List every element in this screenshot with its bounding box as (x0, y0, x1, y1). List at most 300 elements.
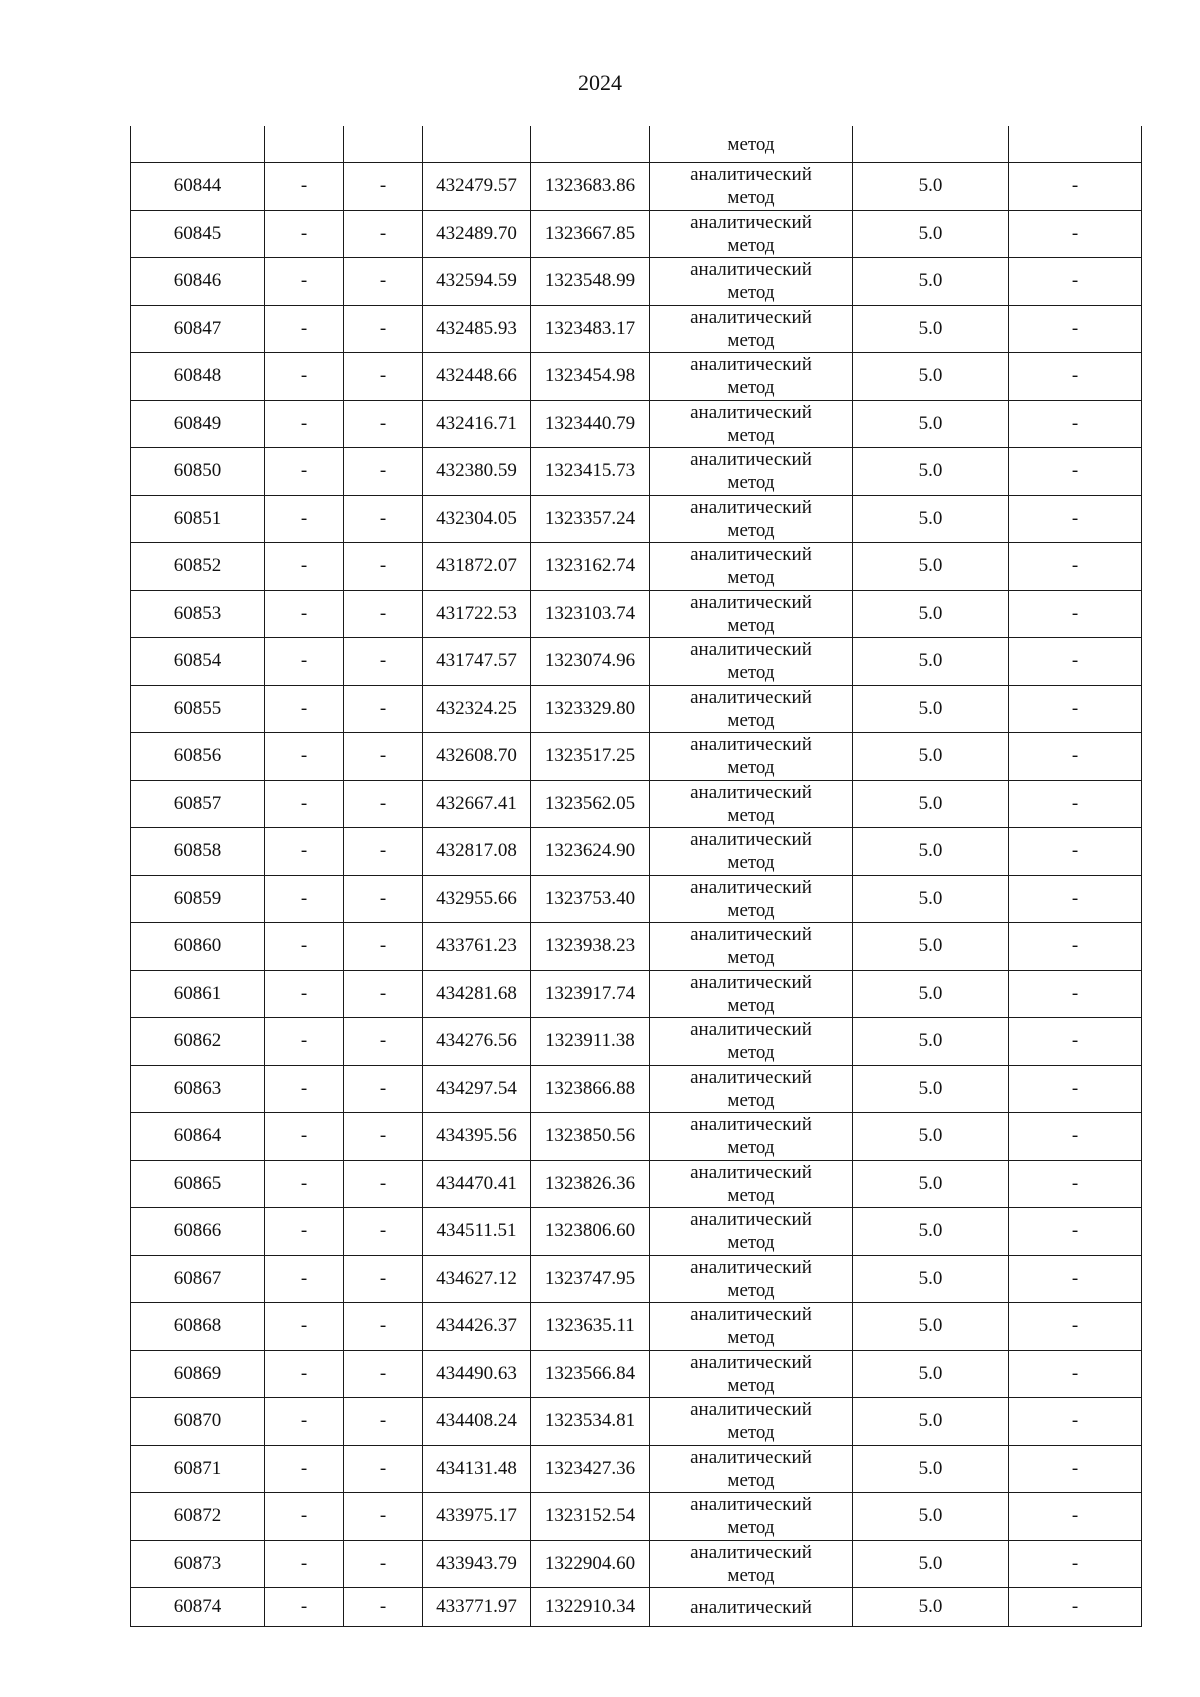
cell-y: 1323667.85 (531, 210, 650, 258)
cell-col8: - (1009, 1588, 1142, 1627)
cell-point-id: 60872 (131, 1493, 265, 1541)
cell-col2: - (265, 305, 344, 353)
cell-point-id: 60870 (131, 1398, 265, 1446)
cell-point-id: 60856 (131, 733, 265, 781)
cell-accuracy: 5.0 (853, 1303, 1009, 1351)
cell-col2: - (265, 1208, 344, 1256)
cell-y: 1323427.36 (531, 1445, 650, 1493)
method-line: метод (727, 1089, 775, 1111)
method-line: метод (727, 1232, 775, 1254)
cell-col8: - (1009, 1018, 1142, 1066)
cell-point-id: 60865 (131, 1160, 265, 1208)
table-row (131, 923, 1142, 971)
cell-method (650, 1208, 853, 1256)
cell-col8: - (1009, 543, 1142, 591)
cell-x: 434297.54 (423, 1065, 531, 1113)
cell-accuracy: 5.0 (853, 638, 1009, 686)
table-row (131, 1398, 1142, 1446)
cell-col8: - (1009, 400, 1142, 448)
table-row (131, 448, 1142, 496)
cell-accuracy: 5.0 (853, 875, 1009, 923)
cell-x: 432608.70 (423, 733, 531, 781)
cell-point-id: 60847 (131, 305, 265, 353)
cell-col3: - (344, 495, 423, 543)
cell-point-id: 60853 (131, 590, 265, 638)
cell-point-id: 60846 (131, 258, 265, 306)
cell-accuracy: 5.0 (853, 1398, 1009, 1446)
cell-col8: - (1009, 1113, 1142, 1161)
cell-accuracy: 5.0 (853, 543, 1009, 591)
table-row (131, 543, 1142, 591)
method-line: аналитический (690, 1399, 812, 1421)
cell-col3: - (344, 448, 423, 496)
cell-y: 1322904.60 (531, 1540, 650, 1588)
cell-accuracy: 5.0 (853, 1493, 1009, 1541)
cell-col2: - (265, 1445, 344, 1493)
cell-col2: - (265, 1493, 344, 1541)
cell-col8: - (1009, 448, 1142, 496)
cell-accuracy: 5.0 (853, 400, 1009, 448)
cell-point-id: 60859 (131, 875, 265, 923)
cell-method (650, 1303, 853, 1351)
method-line: аналитический (690, 496, 812, 518)
cell-method (650, 1113, 853, 1161)
cell-col3: - (344, 638, 423, 686)
cell-col2: - (265, 638, 344, 686)
cell-col8: - (1009, 828, 1142, 876)
table-row (131, 638, 1142, 686)
method-line: аналитический (690, 449, 812, 471)
cell-x: 433771.97 (423, 1588, 531, 1627)
cell-method (650, 733, 853, 781)
cell-method (650, 400, 853, 448)
cell-method (650, 1350, 853, 1398)
method-line: метод (727, 472, 775, 494)
method-line: аналитический (690, 1019, 812, 1041)
cell-x: 432667.41 (423, 780, 531, 828)
cell-y: 1323938.23 (531, 923, 650, 971)
cell-x: 432380.59 (423, 448, 531, 496)
cell-point-id: 60860 (131, 923, 265, 971)
cell-y: 1323454.98 (531, 353, 650, 401)
cell-col3: - (344, 828, 423, 876)
cell-y: 1323562.05 (531, 780, 650, 828)
cell-y: 1323548.99 (531, 258, 650, 306)
cell-x: 433761.23 (423, 923, 531, 971)
method-line: метод (727, 1279, 775, 1301)
cell-col2: - (265, 1303, 344, 1351)
method-line: метод (727, 329, 775, 351)
table-row (131, 1160, 1142, 1208)
cell-x: 432489.70 (423, 210, 531, 258)
cell-point-id: 60852 (131, 543, 265, 591)
method-line: аналитический (690, 876, 812, 898)
cell-col2: - (265, 210, 344, 258)
cell-col3: - (344, 258, 423, 306)
cell-accuracy: 5.0 (853, 1018, 1009, 1066)
cell-point-id: 60849 (131, 400, 265, 448)
cell-method (650, 1445, 853, 1493)
cell-y: 1323534.81 (531, 1398, 650, 1446)
method-line: аналитический (690, 924, 812, 946)
cell-y: 1323850.56 (531, 1113, 650, 1161)
method-line: метод (727, 852, 775, 874)
cell-point-id: 60861 (131, 970, 265, 1018)
method-line: аналитический (690, 1351, 812, 1373)
cell-col8: - (1009, 305, 1142, 353)
table-row (131, 400, 1142, 448)
cell-col3: - (344, 1540, 423, 1588)
page-number: 2024 (578, 70, 622, 95)
cell-x: 432448.66 (423, 353, 531, 401)
cell-x: 432479.57 (423, 163, 531, 211)
cell-col8: - (1009, 780, 1142, 828)
cell-col2: - (265, 1398, 344, 1446)
cell-y: 1323917.74 (531, 970, 650, 1018)
cell-col3: - (344, 1493, 423, 1541)
cell-point-id: 60869 (131, 1350, 265, 1398)
cell-col2: - (265, 828, 344, 876)
cell-accuracy: 5.0 (853, 353, 1009, 401)
cell-col2: - (265, 1588, 344, 1627)
cell-method (650, 828, 853, 876)
cell-x: 434408.24 (423, 1398, 531, 1446)
table-row (131, 1445, 1142, 1493)
method-line: метод (727, 424, 775, 446)
cell-method (650, 163, 853, 211)
cell-col8: - (1009, 638, 1142, 686)
cell-y: 1323415.73 (531, 448, 650, 496)
cell-col3: - (344, 543, 423, 591)
cell-col8: - (1009, 1065, 1142, 1113)
cell-x: 432324.25 (423, 685, 531, 733)
cell-col3: - (344, 210, 423, 258)
cell-method (650, 305, 853, 353)
cell-col3: - (344, 1255, 423, 1303)
cell-col8: - (1009, 1540, 1142, 1588)
cell-col3: - (344, 353, 423, 401)
cell-accuracy: 5.0 (853, 1208, 1009, 1256)
table-row (131, 685, 1142, 733)
table-row (131, 970, 1142, 1018)
cell-col2: - (265, 685, 344, 733)
method-line: метод (727, 1327, 775, 1349)
method-line: метод (727, 709, 775, 731)
method-line: аналитический (690, 1161, 812, 1183)
method-line: метод (727, 662, 775, 684)
table-row (131, 780, 1142, 828)
cell-y: 1323753.40 (531, 875, 650, 923)
cell-y: 1323440.79 (531, 400, 650, 448)
table-row (131, 733, 1142, 781)
cell-col2 (265, 126, 344, 163)
cell-point-id: 60850 (131, 448, 265, 496)
method-line: аналитический (690, 686, 812, 708)
cell-accuracy: 5.0 (853, 780, 1009, 828)
cell-accuracy: 5.0 (853, 828, 1009, 876)
method-line: метод (727, 1042, 775, 1064)
cell-col2: - (265, 1160, 344, 1208)
cell-col2: - (265, 970, 344, 1018)
method-line: метод (727, 1517, 775, 1539)
method-line: аналитический (690, 1114, 812, 1136)
table-row (131, 1065, 1142, 1113)
method-line: аналитический (690, 306, 812, 328)
table-row (131, 1540, 1142, 1588)
cell-y: 1323635.11 (531, 1303, 650, 1351)
cell-accuracy: 5.0 (853, 1065, 1009, 1113)
cell-y: 1323517.25 (531, 733, 650, 781)
table-row (131, 305, 1142, 353)
cell-col3: - (344, 780, 423, 828)
method-line: аналитический (690, 829, 812, 851)
cell-method (650, 1493, 853, 1541)
table-row (131, 590, 1142, 638)
cell-y: 1323329.80 (531, 685, 650, 733)
method-line: аналитический (690, 591, 812, 613)
cell-col3: - (344, 1208, 423, 1256)
cell-x: 432955.66 (423, 875, 531, 923)
cell-point-id: 60862 (131, 1018, 265, 1066)
cell-y: 1323826.36 (531, 1160, 650, 1208)
table-row (131, 495, 1142, 543)
method-line: аналитический (690, 1066, 812, 1088)
table-row (131, 1303, 1142, 1351)
cell-col3: - (344, 163, 423, 211)
cell-point-id: 60848 (131, 353, 265, 401)
cell-y: 1323747.95 (531, 1255, 650, 1303)
method-line: аналитический (690, 1541, 812, 1563)
cell-accuracy: 5.0 (853, 163, 1009, 211)
cell-col8: - (1009, 970, 1142, 1018)
table-row (131, 1255, 1142, 1303)
method-line: метод (727, 899, 775, 921)
cell-x: 434276.56 (423, 1018, 531, 1066)
method-line: аналитический (690, 354, 812, 376)
cell-col2: - (265, 1113, 344, 1161)
method-line: аналитический (690, 734, 812, 756)
cell-col2: - (265, 780, 344, 828)
cell-point-id: 60863 (131, 1065, 265, 1113)
method-line: метод (727, 804, 775, 826)
cell-point-id: 60844 (131, 163, 265, 211)
table-row (131, 1113, 1142, 1161)
cell-x: 431872.07 (423, 543, 531, 591)
cell-x: 434470.41 (423, 1160, 531, 1208)
cell-method (650, 590, 853, 638)
cell-accuracy: 5.0 (853, 1160, 1009, 1208)
cell-col3: - (344, 1398, 423, 1446)
cell-col2: - (265, 495, 344, 543)
method-line: метод (727, 994, 775, 1016)
method-line: метод (727, 1564, 775, 1586)
method-line: аналитический (690, 544, 812, 566)
cell-col2: - (265, 590, 344, 638)
table-row (131, 1588, 1142, 1627)
cell-col3: - (344, 1588, 423, 1627)
cell-col3: - (344, 1160, 423, 1208)
cell-method (650, 1588, 853, 1627)
method-line: метод (727, 947, 775, 969)
cell-col8: - (1009, 685, 1142, 733)
cell-accuracy: 5.0 (853, 970, 1009, 1018)
cell-accuracy: 5.0 (853, 1113, 1009, 1161)
cell-col8: - (1009, 163, 1142, 211)
cell-point-id: 60864 (131, 1113, 265, 1161)
cell-col8: - (1009, 875, 1142, 923)
method-line: метод (727, 1184, 775, 1206)
method-line: метод (727, 1422, 775, 1444)
cell-accuracy: 5.0 (853, 305, 1009, 353)
cell-col8: - (1009, 1255, 1142, 1303)
method-line: аналитический (690, 401, 812, 423)
cell-accuracy: 5.0 (853, 1255, 1009, 1303)
cell-point-id: 60871 (131, 1445, 265, 1493)
cell-x: 434627.12 (423, 1255, 531, 1303)
method-line: аналитический (690, 639, 812, 661)
cell-y: 1323103.74 (531, 590, 650, 638)
cell-point-id: 60874 (131, 1588, 265, 1627)
cell-accuracy: 5.0 (853, 733, 1009, 781)
cell-col2: - (265, 163, 344, 211)
cell-col3: - (344, 1350, 423, 1398)
cell-col3 (344, 126, 423, 163)
method-line: аналитический (690, 1256, 812, 1278)
cell-y: 1323806.60 (531, 1208, 650, 1256)
cell-method (650, 210, 853, 258)
cell-col2: - (265, 353, 344, 401)
table-row (131, 258, 1142, 306)
cell-x: 434281.68 (423, 970, 531, 1018)
cell-accuracy: 5.0 (853, 685, 1009, 733)
cell-x: 432817.08 (423, 828, 531, 876)
cell-accuracy: 5.0 (853, 1588, 1009, 1627)
cell-x: 434395.56 (423, 1113, 531, 1161)
cell-col8: - (1009, 733, 1142, 781)
cell-col2: - (265, 543, 344, 591)
cell-method (650, 353, 853, 401)
cell-y: 1323074.96 (531, 638, 650, 686)
cell-method (650, 126, 853, 163)
method-line: метод (727, 519, 775, 541)
cell-col8: - (1009, 495, 1142, 543)
cell-col3: - (344, 1065, 423, 1113)
cell-col2: - (265, 1018, 344, 1066)
cell-x: 431747.57 (423, 638, 531, 686)
cell-point-id: 60868 (131, 1303, 265, 1351)
cell-col8: - (1009, 210, 1142, 258)
cell-y: 1323566.84 (531, 1350, 650, 1398)
method-line: аналитический (690, 1209, 812, 1231)
method-line: метод (727, 614, 775, 636)
cell-point-id (131, 126, 265, 163)
cell-col3: - (344, 685, 423, 733)
cell-accuracy: 5.0 (853, 923, 1009, 971)
cell-col8 (1009, 126, 1142, 163)
cell-point-id: 60854 (131, 638, 265, 686)
cell-col3: - (344, 733, 423, 781)
cell-col2: - (265, 1350, 344, 1398)
cell-point-id: 60867 (131, 1255, 265, 1303)
cell-col2: - (265, 923, 344, 971)
cell-method (650, 543, 853, 591)
cell-col8: - (1009, 1493, 1142, 1541)
cell-x: 431722.53 (423, 590, 531, 638)
cell-col3: - (344, 923, 423, 971)
cell-y: 1322910.34 (531, 1588, 650, 1627)
cell-col3: - (344, 1303, 423, 1351)
cell-method (650, 685, 853, 733)
cell-col3: - (344, 305, 423, 353)
cell-point-id: 60857 (131, 780, 265, 828)
method-line: аналитический (690, 1494, 812, 1516)
method-line: аналитический (690, 1596, 812, 1618)
cell-method (650, 1398, 853, 1446)
cell-col3: - (344, 1113, 423, 1161)
cell-y: 1323162.74 (531, 543, 650, 591)
cell-accuracy: 5.0 (853, 495, 1009, 543)
cell-x: 432485.93 (423, 305, 531, 353)
cell-method (650, 258, 853, 306)
table-row (131, 353, 1142, 401)
cell-col2: - (265, 1065, 344, 1113)
table-row (131, 1018, 1142, 1066)
cell-col2: - (265, 875, 344, 923)
cell-col3: - (344, 970, 423, 1018)
method-line: метод (727, 282, 775, 304)
cell-col8: - (1009, 923, 1142, 971)
coordinates-table (130, 126, 1142, 1627)
cell-y: 1323357.24 (531, 495, 650, 543)
method-line: метод (727, 133, 775, 155)
cell-x: 434490.63 (423, 1350, 531, 1398)
cell-col8: - (1009, 590, 1142, 638)
cell-accuracy: 5.0 (853, 1350, 1009, 1398)
method-line: аналитический (690, 781, 812, 803)
cell-point-id: 60855 (131, 685, 265, 733)
cell-y: 1323483.17 (531, 305, 650, 353)
cell-method (650, 1065, 853, 1113)
cell-x: 432594.59 (423, 258, 531, 306)
cell-accuracy: 5.0 (853, 448, 1009, 496)
cell-method (650, 638, 853, 686)
table-row (131, 828, 1142, 876)
table-body (131, 126, 1142, 1627)
cell-accuracy: 5.0 (853, 1445, 1009, 1493)
cell-x: 434131.48 (423, 1445, 531, 1493)
cell-col3: - (344, 590, 423, 638)
cell-col8: - (1009, 1445, 1142, 1493)
method-line: метод (727, 1469, 775, 1491)
cell-y: 1323624.90 (531, 828, 650, 876)
cell-method (650, 448, 853, 496)
method-line: аналитический (690, 164, 812, 186)
cell-col3: - (344, 400, 423, 448)
cell-x (423, 126, 531, 163)
method-line: аналитический (690, 1446, 812, 1468)
method-line: аналитический (690, 971, 812, 993)
cell-point-id: 60873 (131, 1540, 265, 1588)
method-line: аналитический (690, 259, 812, 281)
table-row (131, 1208, 1142, 1256)
cell-col8: - (1009, 1208, 1142, 1256)
table-row (131, 1350, 1142, 1398)
cell-col2: - (265, 258, 344, 306)
cell-method (650, 1018, 853, 1066)
cell-col8: - (1009, 1350, 1142, 1398)
cell-method (650, 780, 853, 828)
cell-col3: - (344, 1018, 423, 1066)
